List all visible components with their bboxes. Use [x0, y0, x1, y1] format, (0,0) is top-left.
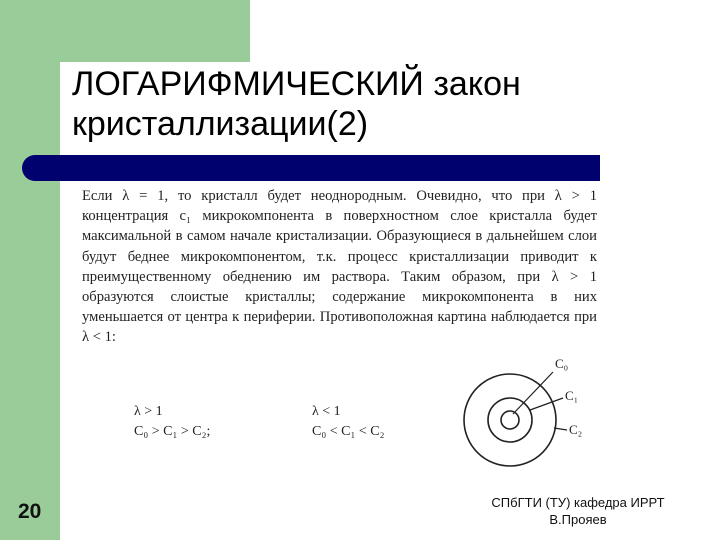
- case-lambda-greater: [134, 402, 210, 442]
- title-divider-bar: [22, 155, 600, 181]
- slide-number: 20: [18, 500, 42, 523]
- slide-footer: [468, 494, 688, 528]
- label-c2: C₂: [569, 422, 583, 437]
- case-left-relation: C₀ > C₁ > C₂;: [134, 424, 211, 439]
- top-accent-band: [60, 0, 250, 62]
- c1-pointer-line: [530, 398, 563, 410]
- left-accent-band: [0, 0, 60, 540]
- case-right-condition: λ < 1: [312, 404, 341, 419]
- case-lambda-less: [312, 402, 384, 442]
- label-c0: C₀: [555, 356, 569, 371]
- outer-layer-circle: [464, 374, 556, 466]
- c2-pointer-line: [554, 428, 567, 430]
- label-c1: C₁: [565, 388, 579, 403]
- slide-title-line-2: кристаллизации(2): [72, 105, 369, 143]
- slide-title: [72, 64, 632, 144]
- body-text-block: [82, 186, 597, 348]
- footer-institution: СПбГТИ (ТУ) кафедра ИРРТ: [491, 495, 665, 510]
- case-right-relation: C₀ < C₁ < C₂: [312, 424, 385, 439]
- slide-title-line-1: ЛОГАРИФМИЧЕСКИЙ закон: [72, 65, 521, 103]
- body-paragraph: Если λ = 1, то кристалл будет неоднородным. Очевидно, что при λ > 1 концентрация c₁ микрокомпонента в поверхностном слое кристалла будет максимальной в самом начале кристализации. Образующиеся в дальнейшем слои будут беднее микрокомпонентом, т.к. процесс кристаллизации приводит к преимущественному обеднению им раствора. Таким образом, при λ > 1 образуются слоистые кристаллы; содержание микрокомпонента в них уменьшается от центра к периферии. Противоположная картина наблюдается при λ < 1:: [82, 188, 597, 346]
- case-left-condition: λ > 1: [134, 404, 163, 419]
- concentric-layers-diagram: [455, 350, 605, 480]
- core-circle: [501, 411, 519, 429]
- footer-author: В.Прояев: [549, 512, 607, 527]
- middle-layer-circle: [488, 398, 532, 442]
